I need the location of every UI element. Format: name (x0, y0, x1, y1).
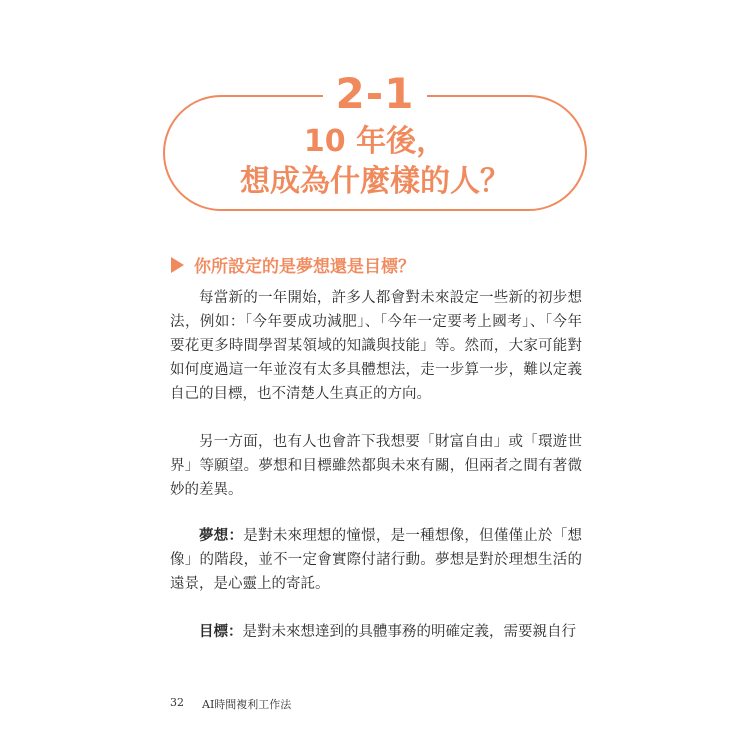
chapter-title-line-1: 10 年後， (303, 124, 447, 159)
book-title: AI時間複利工作法 (202, 698, 292, 711)
page-footer (170, 696, 291, 712)
dream-term: 夢想： (199, 527, 244, 544)
chapter-number-badge (323, 70, 427, 118)
goal-term: 目標： (199, 623, 243, 640)
chapter-title (163, 122, 587, 202)
chapter-title-line-2: 想成為什麼樣的人？ (240, 164, 510, 199)
goal-definition: 是對未來想達到的具體事務的明確定義，需要親自行 (242, 624, 576, 640)
section-heading-text: 你所設定的是夢想還是目標？ (194, 257, 415, 277)
paragraph-dream (170, 524, 582, 596)
paragraph-1: 每當新的一年開始，許多人都會對未來設定一些新的初步想法，例如：「今年要成功減肥」、「今年一定要考上國考」、「今年要花更多時間學習某領域的知識與技能」等。然而，大家可能對如何度過這一年並沒有太多具體想法，走一步算一步，難以定義自己的目標，也不清楚人生真正的方向。 (170, 290, 582, 402)
page-number: 32 (170, 696, 184, 709)
paragraph-goal (170, 620, 582, 644)
dream-definition: 是對未來理想的憧憬，是一種想像，但僅僅止於「想像」的階段，並不一定會實際付諸行動。夢想是對於理想生活的遠景，是心靈上的寄託。 (170, 528, 583, 592)
section-heading (171, 252, 415, 277)
chapter-number: 2-1 (335, 69, 415, 118)
triangle-bullet-icon (171, 257, 184, 273)
paragraph-2: 另一方面，也有人也會許下我想要「財富自由」或「環遊世界」等願望。夢想和目標雖然都與未來有關，但兩者之間有著微妙的差異。 (170, 434, 582, 498)
